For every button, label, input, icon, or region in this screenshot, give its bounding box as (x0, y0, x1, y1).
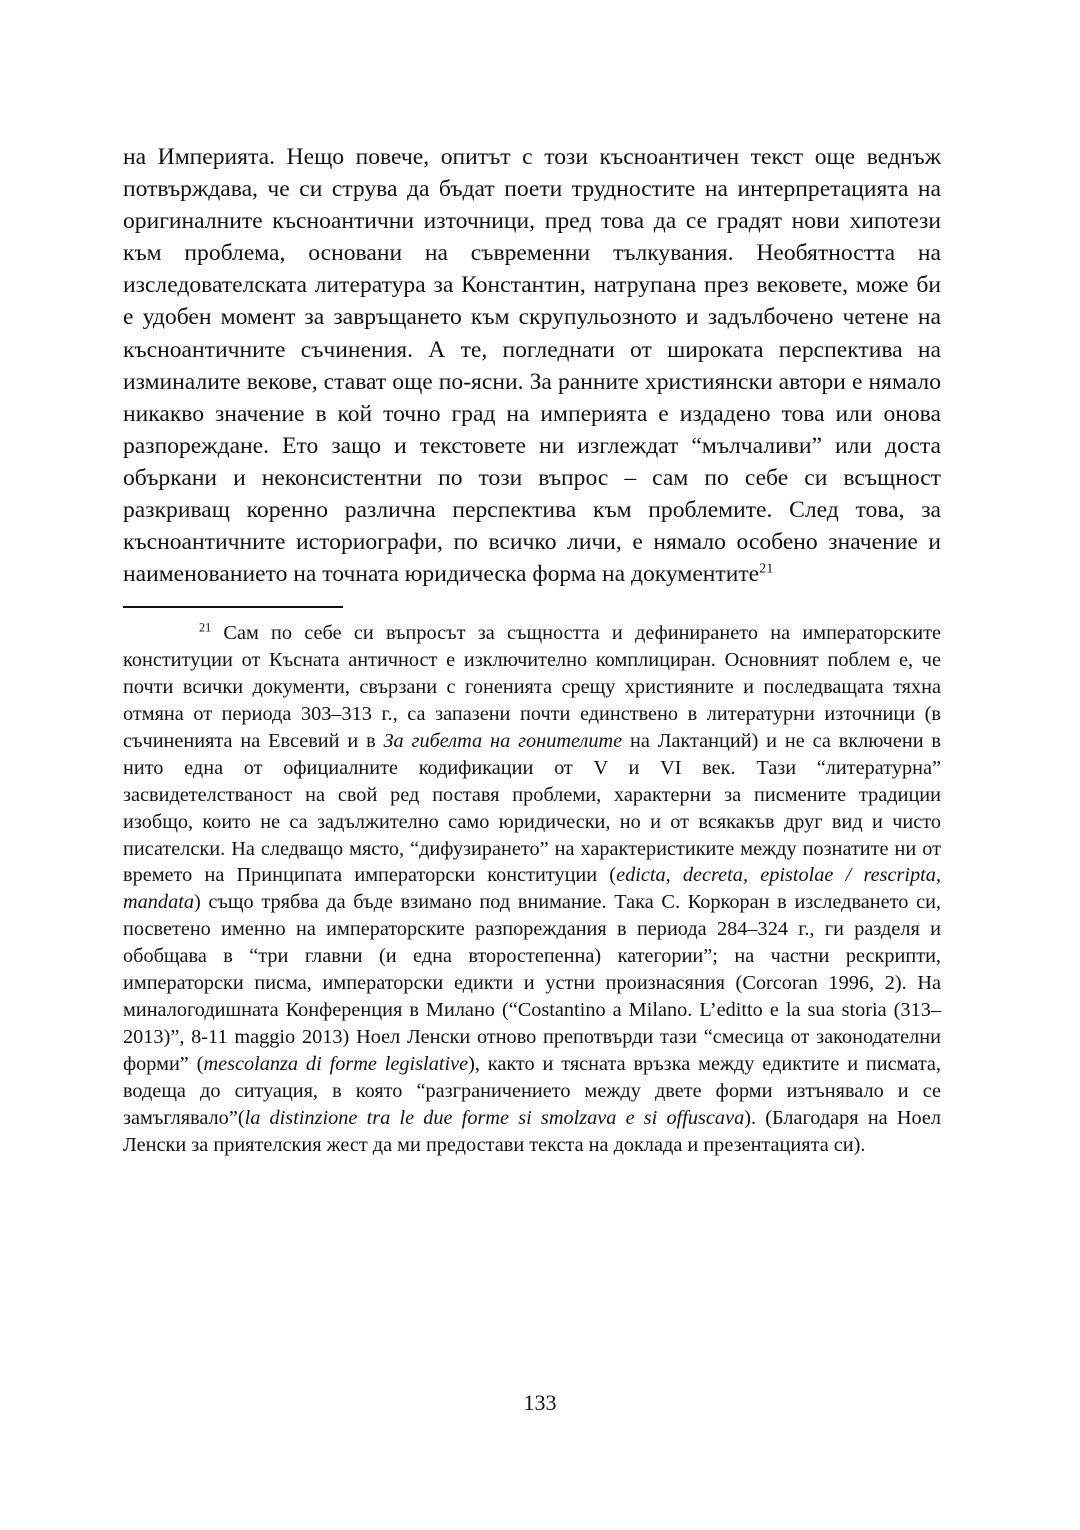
footnote-segment: на Лактанций) и не са включени в нито една от официалните кодификации от V и VI век. Тази “литературна” засвидетелстваност на свой ред поставя проблеми, характерни за писмените традиции изобщо, които не са задължително само юридически, но и от всякакъв друг вид и чисто писателски. На следващо място, “дифузирането” на характеристиките между познатите ни от времето на Принципата императорски конституции ( (123, 729, 941, 887)
footnote-segment: Сам по себе си въпросът за същността и дефинирането на императорските конституции от Късната античност е изключително комплициран. Основният поблем е, че почти всички документи, свързани с гоненията срещу християните и последващата тяхна отмяна от периода 303–313 г., са запазени почти единствено в литературни източници (в съчиненията на Евсевий и в (123, 622, 941, 752)
footnote-segment: ), както и тясната връзка между едиктите и писмата, водеща до ситуация, в която “разграничението между двете форми изтънявало и се замъглявало”( (123, 1052, 941, 1129)
footnote-italic-title: За гибелта на гонителите (383, 729, 623, 752)
footnote (123, 620, 941, 1158)
footnote-italic-latin-terms: edicta, decreta, epistolae / rescripta, mandata (123, 864, 941, 914)
footnote-italic-quote: la distinzione tra le due forme si smolzava e si offuscava (244, 1106, 745, 1129)
footnote-number: 21 (199, 621, 212, 636)
footnote-reference: 21 (759, 560, 774, 577)
page-number: 133 (523, 1390, 557, 1415)
footnote-segment: ). (Благодаря на Ноел Ленски за приятелския жест да ми предостави текста на доклада и презентацията си). (123, 1106, 942, 1156)
footnote-italic-quote: mescolanza di forme legislative (203, 1052, 469, 1075)
page-body (123, 141, 941, 1158)
main-paragraph-text: на Империята. Нещо повече, опитът с този късноантичен текст още веднъж потвърждава, че си струва да бъдат поети трудностите на интерпретацията на оригиналните късноантични източници, пред това да се градят нови хипотези към проблема, основани на съвременни тълкувания. Необятността на изследователската литература за Константин, натрупана през вековете, може би е удобен момент за завръщането към скрупульозното и задълбочено четене на късноантичните съчинения. А те, погледнати от широката перспектива на изминалите векове, стават още по-ясни. За ранните християнски автори е нямало никакво значение в кой точно град на империята е издадено това или онова разпореждане. Ето защо и текстовете ни изглеждат “мълчаливи” или доста объркани и неконсистентни по този въпрос – сам по себе си всъщност разкриващ коренно различна перспектива към проблемите. След това, за късноантичните историографи, по всичко личи, е нямало особено значение и наименованието на точната юридическа форма на документите (123, 144, 941, 588)
footnote-segment: ) също трябва да бъде взимано под внимание. Така С. Коркоран в изследването си, посветено именно на императорските разпореждания в периода 284–324 г., ги разделя и обобщава в “три главни (и една второстепенна) категории”; на частни рескрипти, императорски писма, императорски едикти и устни произнасяния (Corcoran 1996, 2). На миналогодишната Конференция в Милано (“Costantino a Milano. L’editto e la sua storia (313–2013)”, 8-11 maggio 2013) Ноел Ленски отново препотвърди тази “смесица от законодателни форми” ( (123, 891, 941, 1075)
main-paragraph (123, 141, 941, 590)
footnote-separator (123, 606, 343, 608)
